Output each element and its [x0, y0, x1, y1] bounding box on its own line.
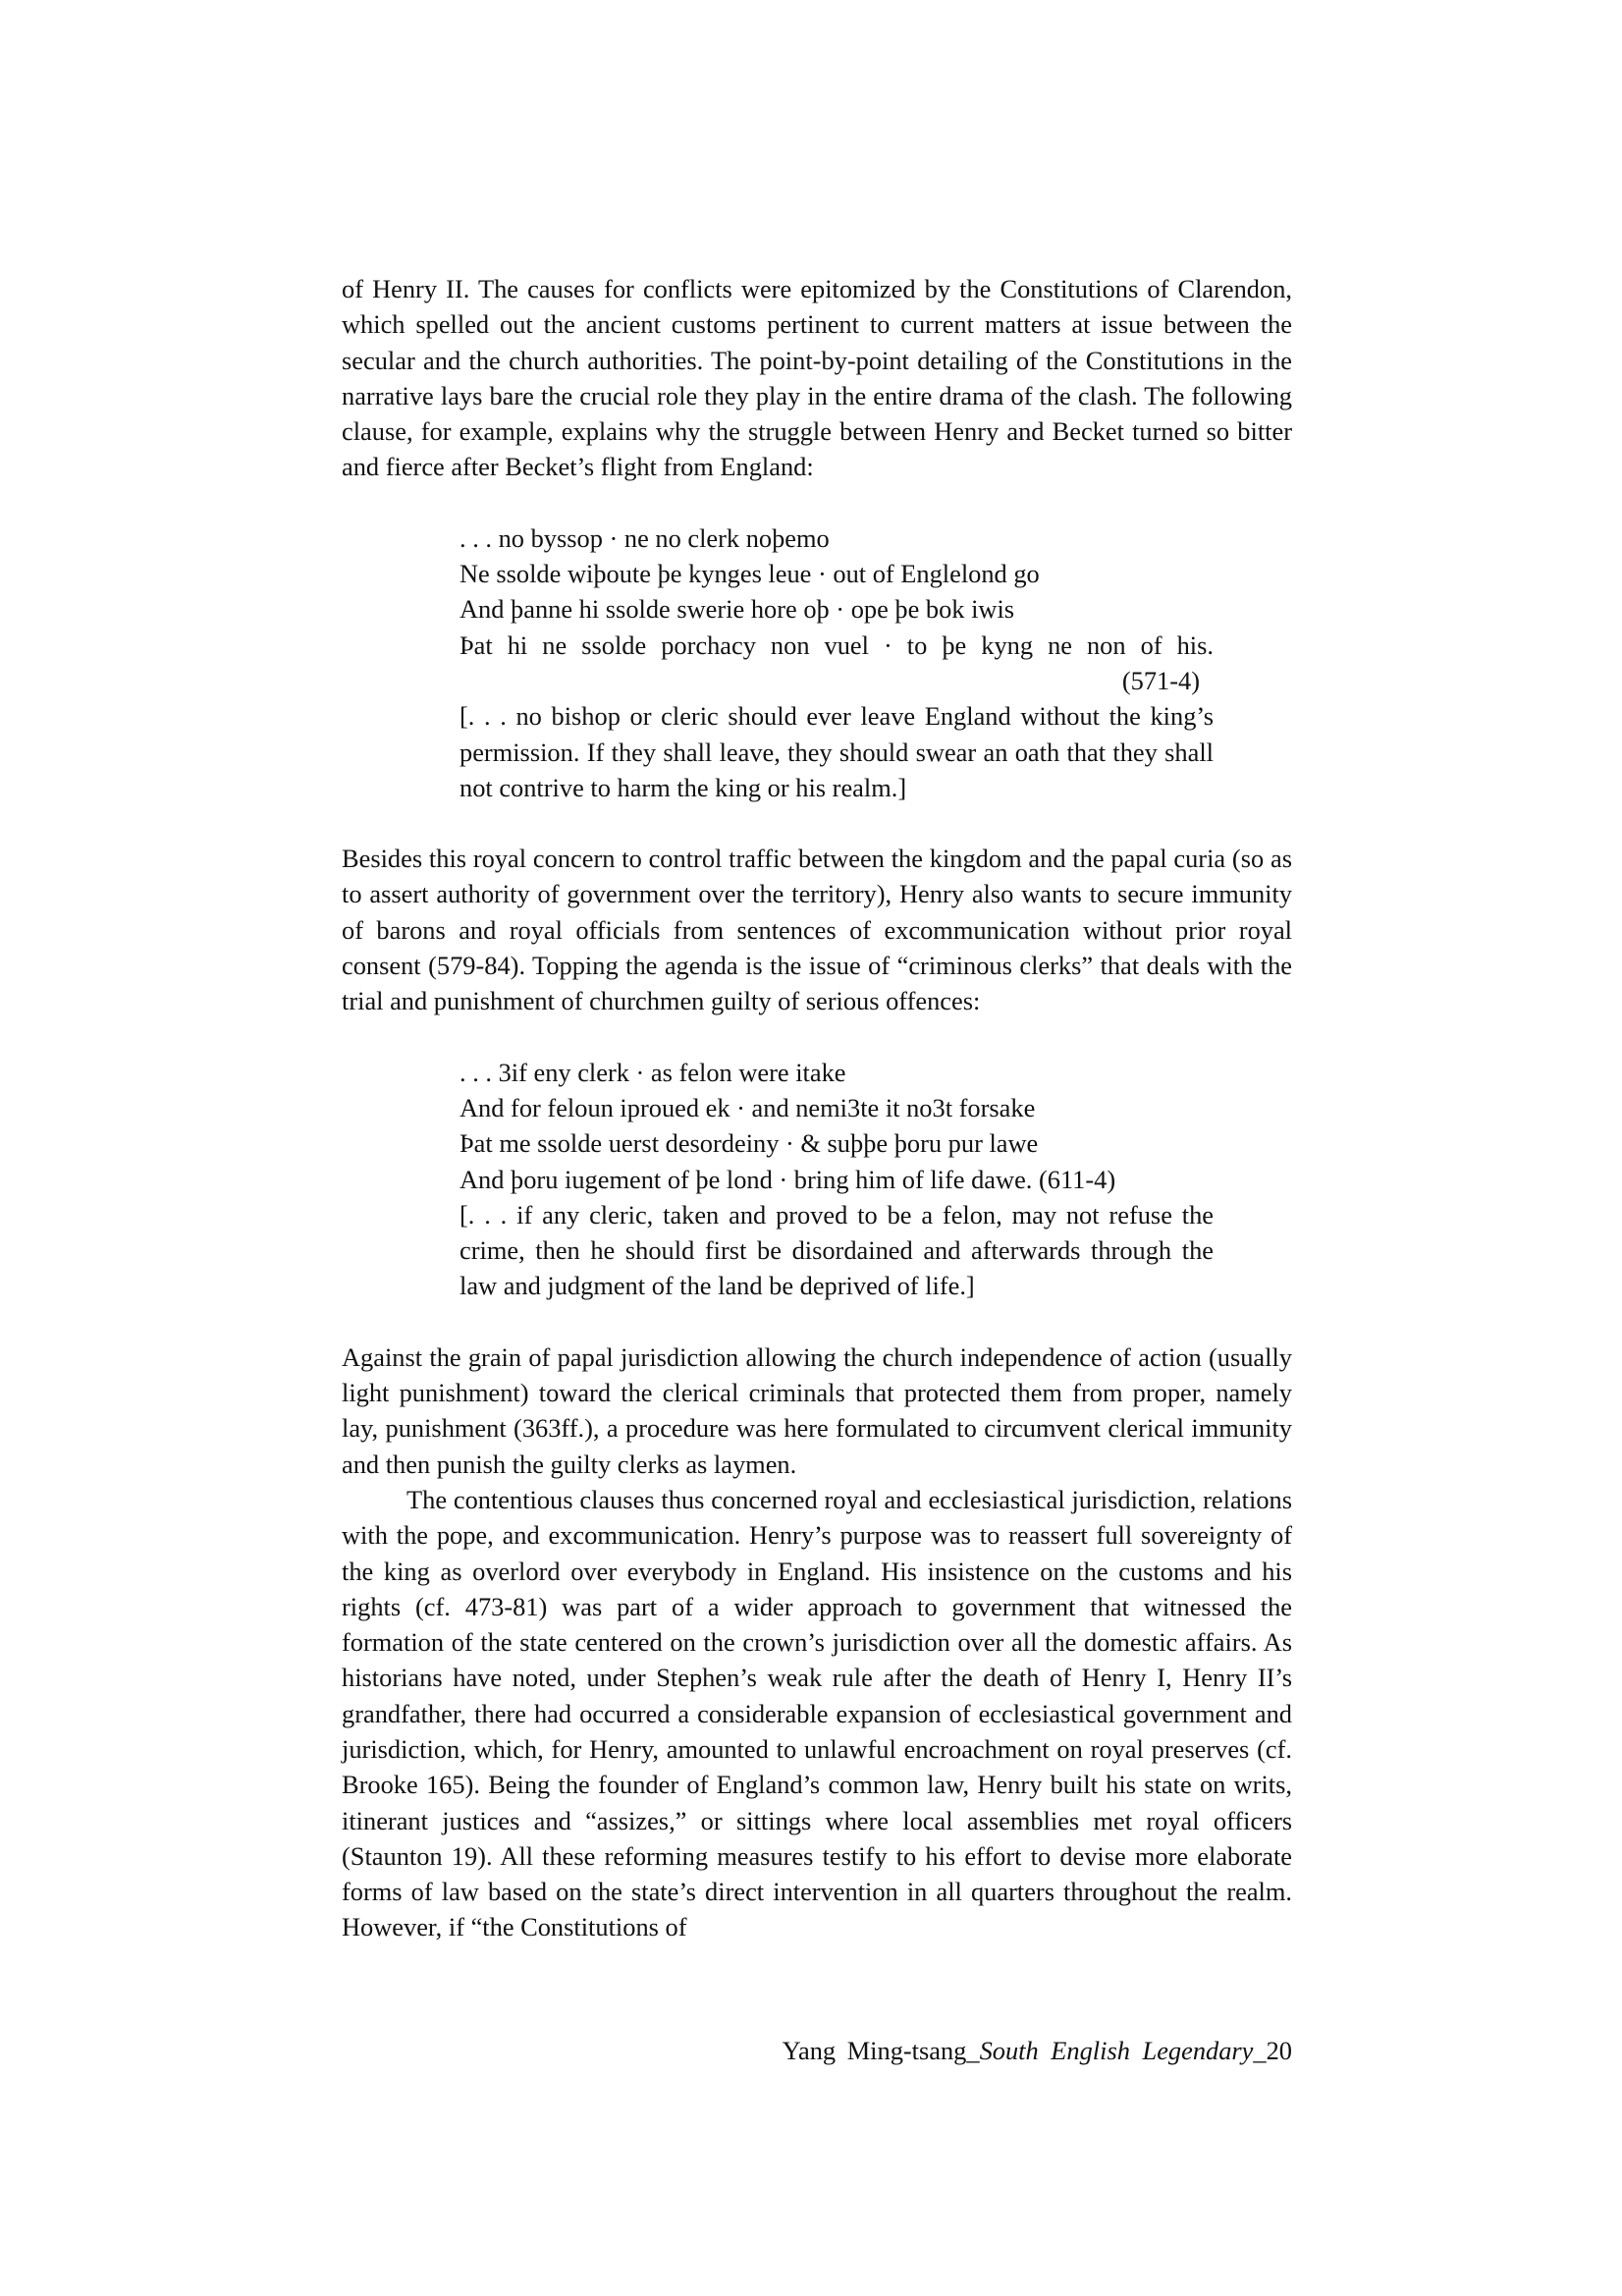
quote-line: Þat me ssolde uerst desordeiny · & suþþe þoru pur lawe — [460, 1128, 1039, 1159]
spacer — [342, 1019, 1292, 1055]
block-quote-2 — [460, 1055, 1214, 1304]
footer-author: Yang Ming-tsang_ — [782, 2036, 980, 2065]
footer-title: South English Legendary — [979, 2036, 1254, 2065]
quote-line: . . . no byssop · ne no clerk noþemo — [460, 522, 830, 553]
spacer — [342, 485, 1292, 520]
paragraph-2: Besides this royal concern to control traffic between the kingdom and the papal curia (so as to assert authority of government over the territory), Henry also wants to secure immunity of barons and royal officials from sentences of excommunication without prior royal consent (579-84). Topping the agenda is the issue of “criminous clerks” that deals with the trial and punishment of churchmen guilty of serious offences: — [342, 844, 1292, 1016]
quote-translation: [. . . no bishop or cleric should ever leave England without the king’s permission. If they shall leave, they should swear an oath that they shall not contrive to harm the king or his realm.] — [460, 701, 1214, 802]
quote-line: And þoru iugement of þe lond · bring him of life dawe. (611-4) — [460, 1164, 1116, 1194]
paragraph-4: The contentious clauses thus concerned royal and ecclesiastical jurisdiction, relations with the pope, and excommunication. Henry’s purpose was to reassert full sovereignty of the king as overlord over everybody in England. His insistence on the customs and his rights (cf. 473-81) was part of a wider approach to government that witnessed the formation of the state centered on the crown’s jurisdiction over all the domestic affairs. As historians have noted, under Stephen’s weak rule after the death of Henry I, Henry II’s grandfather, there had occurred a considerable expansion of ecclesiastical government and jurisdiction, which, for Henry, amounted to unlawful encroachment on royal preserves (cf. Brooke 165). Being the founder of England’s common law, Henry built his state on writs, itinerant justices and “assizes,” or sittings where local assemblies met royal officers (Staunton 19). All these reforming measures testify to his effort to devise more elaborate forms of law based on the state’s direct intervention in all quarters throughout the realm. However, if “the Constitutions of — [342, 1484, 1292, 1942]
running-footer — [783, 2033, 1292, 2068]
quote-line: And for feloun iproued ek · and nemi3te it no3t forsake — [460, 1092, 1036, 1122]
page-body — [342, 271, 1292, 1945]
quote-line: Ne ssolde wiþoute þe kynges leue · out of Englelond go — [460, 559, 1040, 589]
footer-page-number: _20 — [1253, 2036, 1292, 2065]
spacer — [342, 805, 1292, 841]
quote-translation: [. . . if any cleric, taken and proved to be a felon, may not refuse the crime, then he should first be disordained and afterwards through the law and judgment of the land be deprived of life.] — [460, 1199, 1214, 1301]
quote-line: And þanne hi ssolde swerie hore oþ · ope þe bok iwis — [460, 594, 1015, 625]
line-reference: (571-4) — [1121, 665, 1200, 695]
paragraph-1: of Henry II. The causes for conflicts were epitomized by the Constitutions of Clarendon, which spelled out the ancient customs pertinent to current matters at issue between the secular and the church authorities. The point-by-point detailing of the Constitutions in the narrative lays bare the crucial role they play in the entire drama of the clash. The following clause, for example, explains why the struggle between Henry and Becket turned so bitter and fierce after Becket’s flight from England: — [342, 274, 1292, 482]
spacer — [342, 1304, 1292, 1339]
quote-line: . . . 3if eny clerk · as felon were itake — [460, 1057, 846, 1087]
block-quote-1 — [460, 520, 1214, 805]
quote-line: Þat hi ne ssolde porchacy non vuel · to þe kyng ne non of his. — [460, 629, 1214, 660]
paragraph-3: Against the grain of papal jurisdiction allowing the church independence of action (usually light punishment) toward the clerical criminals that protected them from proper, namely lay, punishment (363ff.), a procedure was here formulated to circumvent clerical immunity and then punish the guilty clerks as laymen. — [342, 1341, 1292, 1479]
